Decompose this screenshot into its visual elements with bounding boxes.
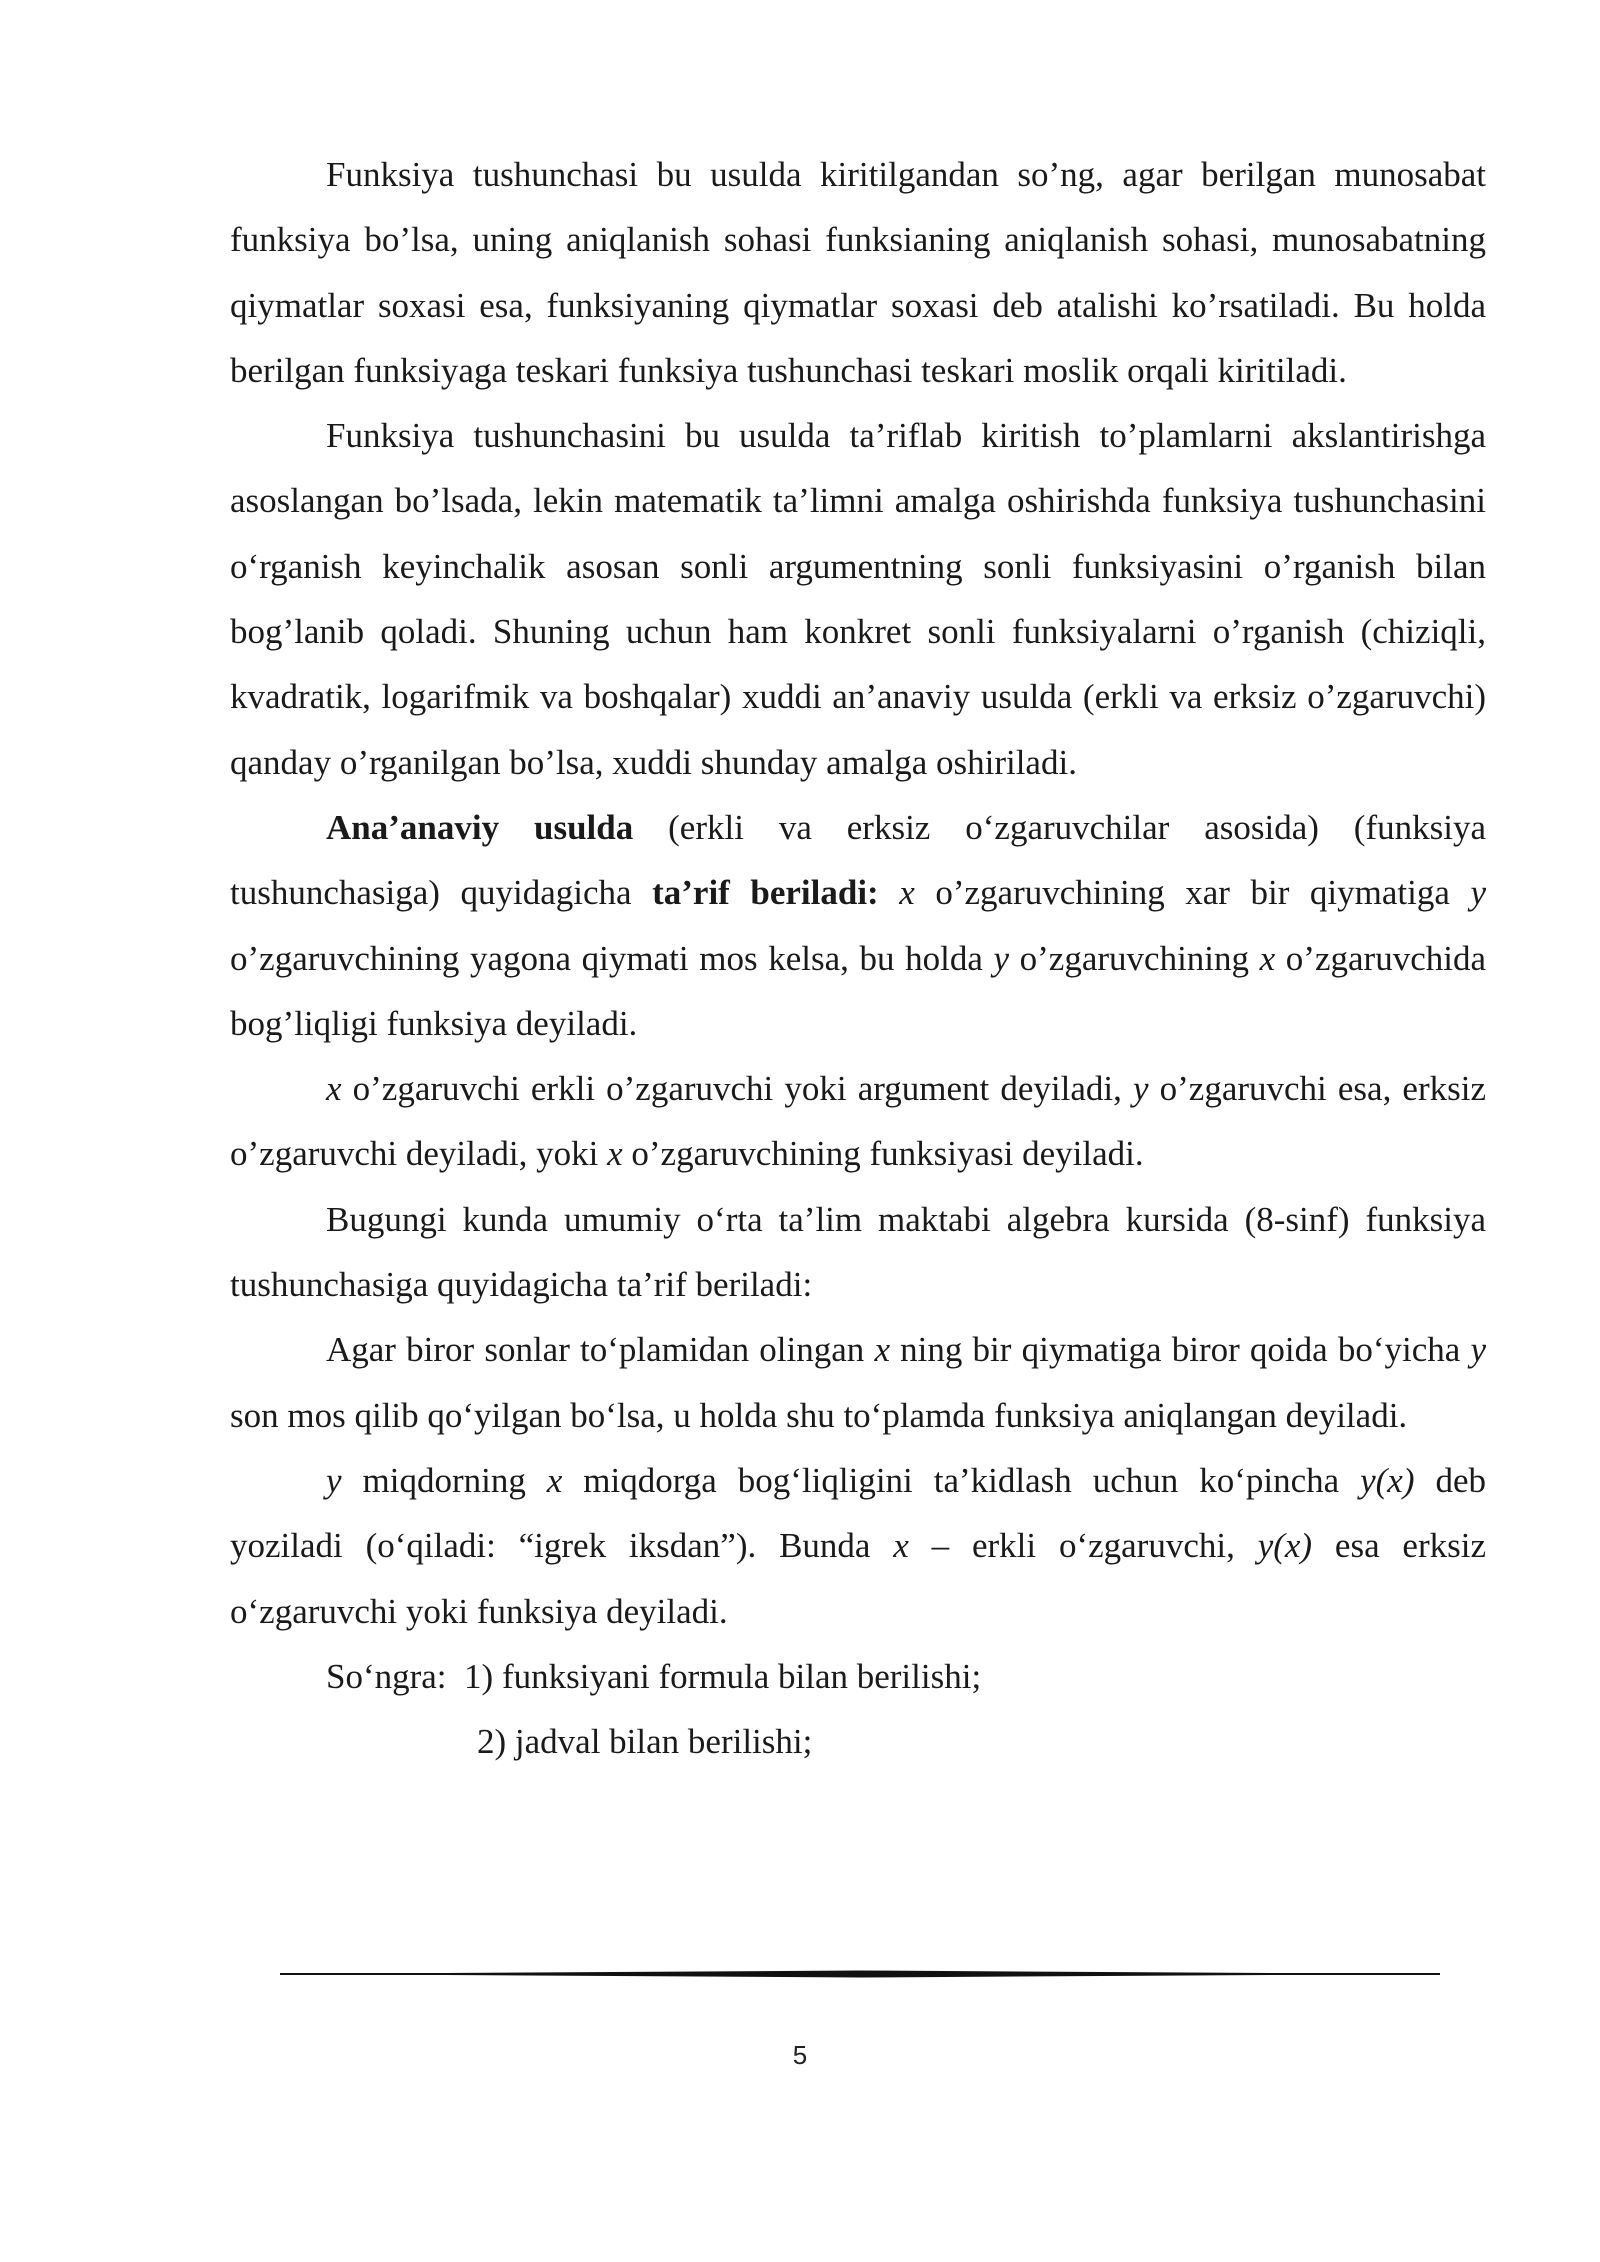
variable-x: x (326, 1069, 342, 1109)
paragraph-6-text-3: son mos qilib qo‘yilgan bo‘lsa, u holda shu to‘plamda funksiya aniqlangan deyiladi. (230, 1395, 1408, 1435)
document-body (230, 142, 1486, 1774)
paragraph-3-text-4: o’zgaruvchining (1009, 938, 1260, 978)
bold-term-definition: ta’rif beriladi: (652, 873, 879, 913)
footer-divider (280, 1970, 1440, 1978)
paragraph-7-text-1: miqdorning (341, 1460, 547, 1500)
page-number: 5 (792, 2040, 808, 2070)
variable-x: x (546, 1460, 563, 1500)
variable-x: x (607, 1134, 623, 1174)
paragraph-7-text-3: deb yoziladi (o‘qiladi: “igrek iksdan”). Bunda (230, 1460, 1486, 1566)
paragraph-4-text-2: o’zgaruvchi esa, erksiz o’zgaruvchi deyiladi, yoki (230, 1069, 1487, 1174)
paragraph-3-text-5: o’zgaruvchida bog’liqligi funksiya deyiladi. (230, 938, 1486, 1043)
list-item (230, 1709, 1486, 1774)
bold-term-traditional-method: Ana’anaviy usulda (326, 807, 634, 847)
list-item-2: 2) jadval bilan berilishi; (477, 1722, 813, 1762)
list-intro: So‘ngra: (326, 1656, 447, 1696)
paragraph-1: Funksiya tushunchasi bu usulda kiritilgandan so’ng, agar berilgan munosabat funksiya bo’lsa, uning aniqlanish sohasi funksianing aniqlanish sohasi, munosabatning qiymatlar soxasi esa, funksiyaning qiymatlar soxasi deb atalishi ko’rsatiladi. Bu holda berilgan funksiyaga teskari funksiya tushunchasi teskari moslik orqali kiritiladi. (230, 155, 1486, 390)
list-item-1: 1) funksiyani formula bilan berilishi; (464, 1656, 982, 1696)
paragraph-2: Funksiya tushunchasini bu usulda ta’riflab kiritish to’plamlarni akslantirishga asoslangan bo’lsada, lekin matematik ta’limni amalga oshirishda funksiya tushunchasini o‘rganish keyinchalik asosan sonli argumentning sonli funksiyasini o’rganish bilan bog’lanib qoladi. Shuning uchun ham konkret sonli funksiyalarni o’rganish (chiziqli, kvadratik, logarifmik va boshqalar) xuddi an’anaviy usulda (erkli va erksiz o’zgaruvchi) qanday o’rganilgan bo’lsa, xuddi shunday amalga oshiriladi. (230, 416, 1486, 782)
paragraph-5: Bugungi kunda umumiy o‘rta ta’lim maktabi algebra kursida (8-sinf) funksiya tushunchasiga quyidagicha ta’rif beriladi: (230, 1199, 1486, 1305)
paragraph-3-text-3: o’zgaruvchining yagona qiymati mos kelsa, bu holda (230, 938, 994, 978)
variable-y: y (1470, 873, 1486, 913)
list-item (230, 1644, 1486, 1709)
paragraph-6 (230, 1317, 1486, 1448)
function-notation-y-of-x: y(x) (1360, 1460, 1415, 1500)
variable-y: y (993, 938, 1010, 978)
variable-y: y (1470, 1330, 1486, 1370)
variable-y: y (326, 1460, 342, 1500)
variable-x: x (893, 1526, 909, 1566)
variable-y: y (1132, 1069, 1149, 1109)
paragraph-3-text-2: o’zgaruvchining xar bir qiymatiga (935, 873, 1471, 913)
paragraph-4-text-1: o’zgaruvchi erkli o’zgaruvchi yoki argument deyiladi, (341, 1069, 1133, 1109)
paragraph-7-text-5: esa erksiz o‘zgaruvchi yoki funksiya deyiladi. (230, 1526, 1486, 1631)
paragraph-3 (230, 795, 1486, 1056)
paragraph-4 (230, 1056, 1486, 1187)
variable-x: x (1259, 938, 1276, 978)
variable-x: x (878, 873, 936, 913)
paragraph-4-text-3: o’zgaruvchining funksiyasi deyiladi. (622, 1134, 1144, 1174)
paragraph-7-text-4: – erkli o‘zgaruvchi, (908, 1526, 1258, 1566)
paragraph-6-text-1: Agar biror sonlar to‘plamidan olingan (326, 1330, 875, 1370)
paragraph-6-text-2: ning bir qiymatiga biror qoida bo‘yicha (890, 1330, 1471, 1370)
variable-x: x (874, 1330, 890, 1370)
paragraph-7-text-2: miqdorga bog‘liqligini ta’kidlash uchun ko‘pincha (562, 1460, 1361, 1500)
paragraph-3-text-1: (erkli va erksiz o‘zgaruvchilar asosida) (funksiya tushunchasiga) quyidagicha (230, 807, 1486, 913)
function-notation-y-of-x: y(x) (1257, 1526, 1313, 1566)
paragraph-7 (230, 1448, 1486, 1644)
